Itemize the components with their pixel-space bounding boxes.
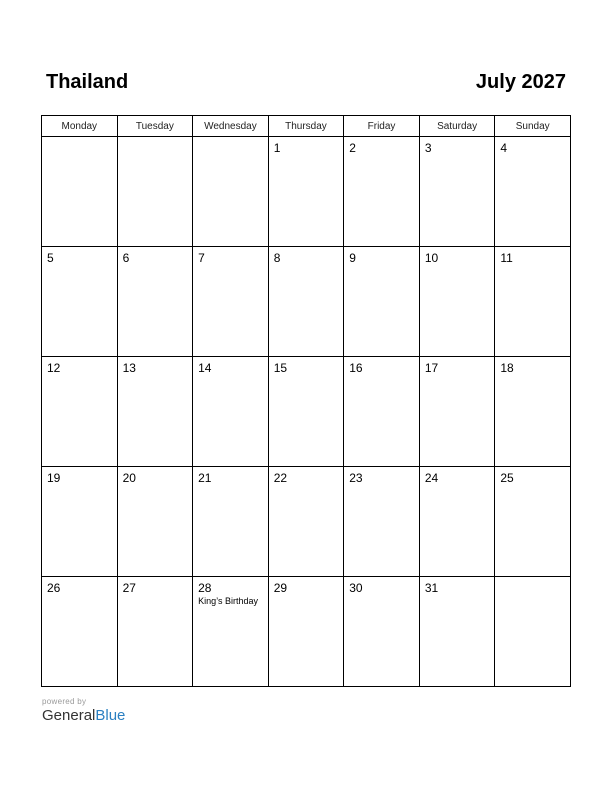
weekday-wednesday: Wednesday [193, 116, 269, 137]
day-cell [193, 247, 269, 357]
day-cell [117, 577, 193, 687]
day-cell [193, 467, 269, 577]
day-number: 26 [47, 581, 61, 595]
day-cell [419, 467, 495, 577]
week-row [42, 467, 571, 577]
day-number: 22 [273, 471, 288, 485]
day-cell [42, 577, 118, 687]
day-cell [419, 137, 495, 247]
day-cell [344, 247, 420, 357]
brand-logo [42, 707, 125, 724]
day-cell [42, 137, 118, 247]
day-cell [419, 577, 495, 687]
day-cell [495, 137, 571, 247]
day-number: 28 [198, 581, 212, 595]
weekday-sunday: Sunday [495, 116, 571, 137]
day-number: 11 [500, 251, 513, 265]
day-number: 20 [122, 471, 136, 485]
day-number: 4 [500, 141, 508, 155]
day-cell [495, 247, 571, 357]
day-number: 19 [47, 471, 61, 485]
day-cell [42, 247, 118, 357]
day-cell [268, 357, 344, 467]
weekday-friday: Friday [344, 116, 420, 137]
day-number: 6 [122, 251, 130, 265]
day-number: 7 [198, 251, 205, 265]
brand-footer [42, 697, 125, 724]
day-cell [193, 137, 269, 247]
calendar-header [46, 71, 566, 97]
day-cell [344, 467, 420, 577]
day-number: 5 [47, 251, 54, 265]
brand-blue: Blue [95, 707, 126, 724]
day-number: 10 [424, 251, 439, 265]
day-number: 23 [349, 471, 363, 485]
weekday-monday: Monday [42, 116, 118, 137]
country-title: Thailand [46, 71, 129, 93]
day-number: 18 [500, 361, 514, 375]
day-number: 16 [349, 361, 363, 375]
day-cell [268, 247, 344, 357]
day-number: 8 [273, 251, 281, 265]
weekday-tuesday: Tuesday [117, 116, 193, 137]
day-number: 3 [424, 141, 432, 155]
day-cell [344, 137, 420, 247]
day-cell [344, 357, 420, 467]
day-cell [419, 247, 495, 357]
day-number: 21 [198, 471, 212, 485]
day-number: 1 [273, 141, 281, 155]
day-cell [193, 357, 269, 467]
day-cell [495, 357, 571, 467]
weekday-thursday: Thursday [268, 116, 344, 137]
day-cell [117, 357, 193, 467]
week-row [42, 247, 571, 357]
day-number: 12 [47, 361, 61, 375]
day-cell [42, 467, 118, 577]
week-row [42, 577, 571, 687]
calendar-grid [41, 115, 571, 687]
weekday-header-row [42, 116, 571, 137]
day-cell [42, 357, 118, 467]
week-row [42, 137, 571, 247]
day-cell [268, 467, 344, 577]
day-number: 13 [122, 361, 136, 375]
day-number: 31 [424, 581, 439, 595]
day-number: 25 [500, 471, 514, 485]
day-number: 9 [349, 251, 356, 265]
day-cell [495, 467, 571, 577]
day-cell [495, 577, 571, 687]
month-year-title: July 2027 [475, 71, 566, 93]
weekday-saturday: Saturday [419, 116, 495, 137]
day-number: 15 [273, 361, 288, 375]
day-cell [193, 577, 269, 687]
day-cell [117, 467, 193, 577]
day-cell [117, 247, 193, 357]
powered-by-text: powered by [42, 697, 87, 706]
day-cell [419, 357, 495, 467]
day-number: 30 [349, 581, 363, 595]
day-cell [268, 577, 344, 687]
day-cell [344, 577, 420, 687]
day-number: 27 [122, 581, 136, 595]
day-number: 29 [273, 581, 288, 595]
day-number: 2 [349, 141, 356, 155]
brand-general: General [42, 707, 96, 724]
week-row [42, 357, 571, 467]
day-number: 17 [424, 361, 439, 375]
day-number: 14 [198, 361, 212, 375]
day-cell [117, 137, 193, 247]
day-cell [268, 137, 344, 247]
holiday-label: King’s Birthday [198, 596, 258, 606]
day-number: 24 [424, 471, 439, 485]
